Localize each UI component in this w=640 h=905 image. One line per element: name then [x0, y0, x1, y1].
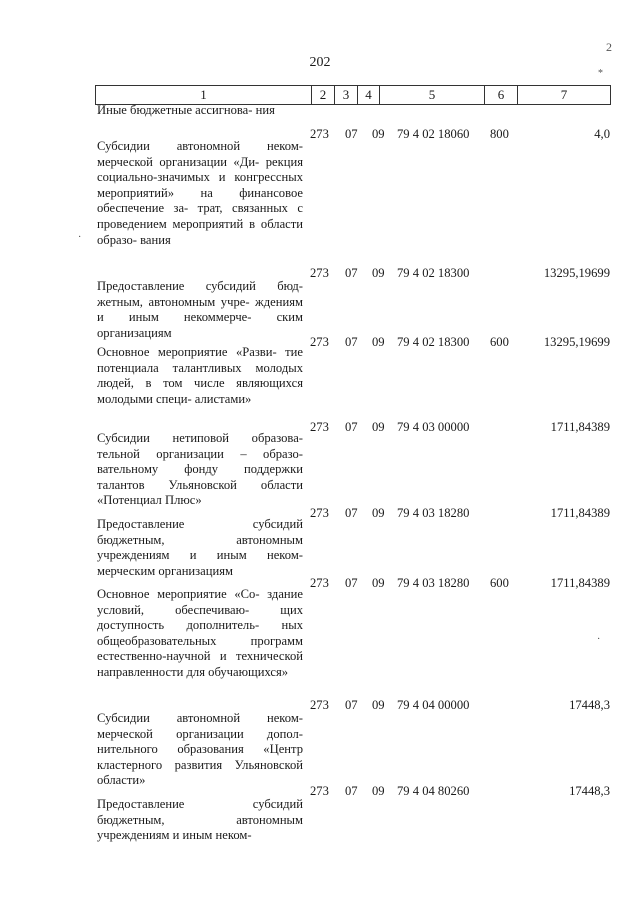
cell-pr: 09	[372, 266, 385, 280]
row-description: Субсидии автономной неком- мерческой организации «Ди- рекция социально-значимых и конгрессных мероприятий» на финансовое обеспечение за- трат, связанных с проведением мероприятий в области образо- вания	[97, 139, 303, 247]
column-header-6: 6	[484, 86, 517, 104]
cell-rz: 07	[345, 506, 358, 520]
cell-sum: 1711,84389	[550, 420, 610, 434]
cell-sum: 13295,19699	[543, 266, 610, 280]
table-row	[310, 126, 610, 142]
cell-ved: 273	[310, 506, 329, 520]
row-description: Предоставление субсидий бюджетным, автономным учреждениям и иным неком- мерческим организациям	[97, 517, 303, 578]
cell-ved: 273	[310, 127, 329, 141]
cell-ved: 273	[310, 420, 329, 434]
table-row	[310, 265, 610, 281]
cell-sum: 4,0	[594, 127, 610, 141]
cell-ved: 273	[310, 576, 329, 590]
cell-csr: 79 4 03 00000	[397, 420, 470, 434]
row-description: Субсидии автономной неком- мерческой организации допол- нительного образования «Центр кластерного развития Ульяновской области»	[97, 711, 303, 788]
cell-pr: 09	[372, 698, 385, 712]
cell-csr: 79 4 02 18060	[397, 127, 470, 141]
cell-pr: 09	[372, 127, 385, 141]
cell-csr: 79 4 04 80260	[397, 784, 470, 798]
table-column-header	[95, 85, 611, 105]
cell-pr: 09	[372, 784, 385, 798]
table-row	[310, 334, 610, 350]
cell-csr: 79 4 03 18280	[397, 576, 470, 590]
cell-sum: 1711,84389	[550, 576, 610, 590]
row-description: Предоставление субсидий бюджетным, автономным учреждениям и иным неком-	[97, 797, 303, 843]
column-header-2: 2	[311, 86, 334, 104]
row-description: Основное мероприятие «Со- здание условий, обеспечиваю- щих доступность дополнитель- ных общеобразовательных программ естественно-научной и технической направленности для обучающихся»	[97, 587, 303, 679]
table-row	[310, 575, 610, 591]
scan-speck: ·	[78, 232, 82, 243]
column-header-7: 7	[517, 86, 610, 104]
cell-sum: 17448,3	[569, 784, 610, 798]
cell-pr: 09	[372, 420, 385, 434]
column-header-5: 5	[379, 86, 484, 104]
cell-csr: 79 4 04 00000	[397, 698, 470, 712]
cell-sum: 13295,19699	[543, 335, 610, 349]
scan-speck: ·	[597, 634, 601, 645]
row-description: Иные бюджетные ассигнова- ния	[97, 103, 275, 117]
corner-mark: 2	[606, 40, 612, 54]
cell-rz: 07	[345, 266, 358, 280]
cell-vr: 600	[490, 576, 509, 590]
cell-csr: 79 4 02 18300	[397, 266, 470, 280]
column-header-1: 1	[200, 87, 207, 102]
row-description: Основное мероприятие «Разви- тие потенциала талантливых молодых людей, в том числе являющихся молодыми специ- алистами»	[97, 345, 303, 406]
cell-ved: 273	[310, 784, 329, 798]
cell-sum: 17448,3	[569, 698, 610, 712]
table-row	[310, 783, 610, 799]
cell-rz: 07	[345, 784, 358, 798]
column-header-4: 4	[357, 86, 379, 104]
cell-rz: 07	[345, 335, 358, 349]
table-row	[310, 505, 610, 521]
table-row	[310, 419, 610, 435]
row-description: Субсидии нетиповой образова- тельной организации – образо- вательному фонду поддержки талантов Ульяновской области «Потенциал Плюс»	[97, 431, 303, 508]
cell-vr: 600	[490, 335, 509, 349]
cell-pr: 09	[372, 506, 385, 520]
cell-ved: 273	[310, 335, 329, 349]
cell-ved: 273	[310, 698, 329, 712]
table-row	[310, 697, 610, 713]
cell-rz: 07	[345, 698, 358, 712]
page-number: 202	[309, 55, 331, 70]
cell-pr: 09	[372, 335, 385, 349]
cell-rz: 07	[345, 576, 358, 590]
header-tick: *	[598, 68, 603, 79]
cell-csr: 79 4 03 18280	[397, 506, 470, 520]
cell-vr: 800	[490, 127, 509, 141]
cell-ved: 273	[310, 266, 329, 280]
cell-rz: 07	[345, 420, 358, 434]
cell-csr: 79 4 02 18300	[397, 335, 470, 349]
cell-pr: 09	[372, 576, 385, 590]
cell-sum: 1711,84389	[550, 506, 610, 520]
column-header-3: 3	[334, 86, 357, 104]
row-description: Предоставление субсидий бюд- жетным, автономным учре- ждениям и иным некоммерче- ским организациям	[97, 279, 303, 340]
cell-rz: 07	[345, 127, 358, 141]
